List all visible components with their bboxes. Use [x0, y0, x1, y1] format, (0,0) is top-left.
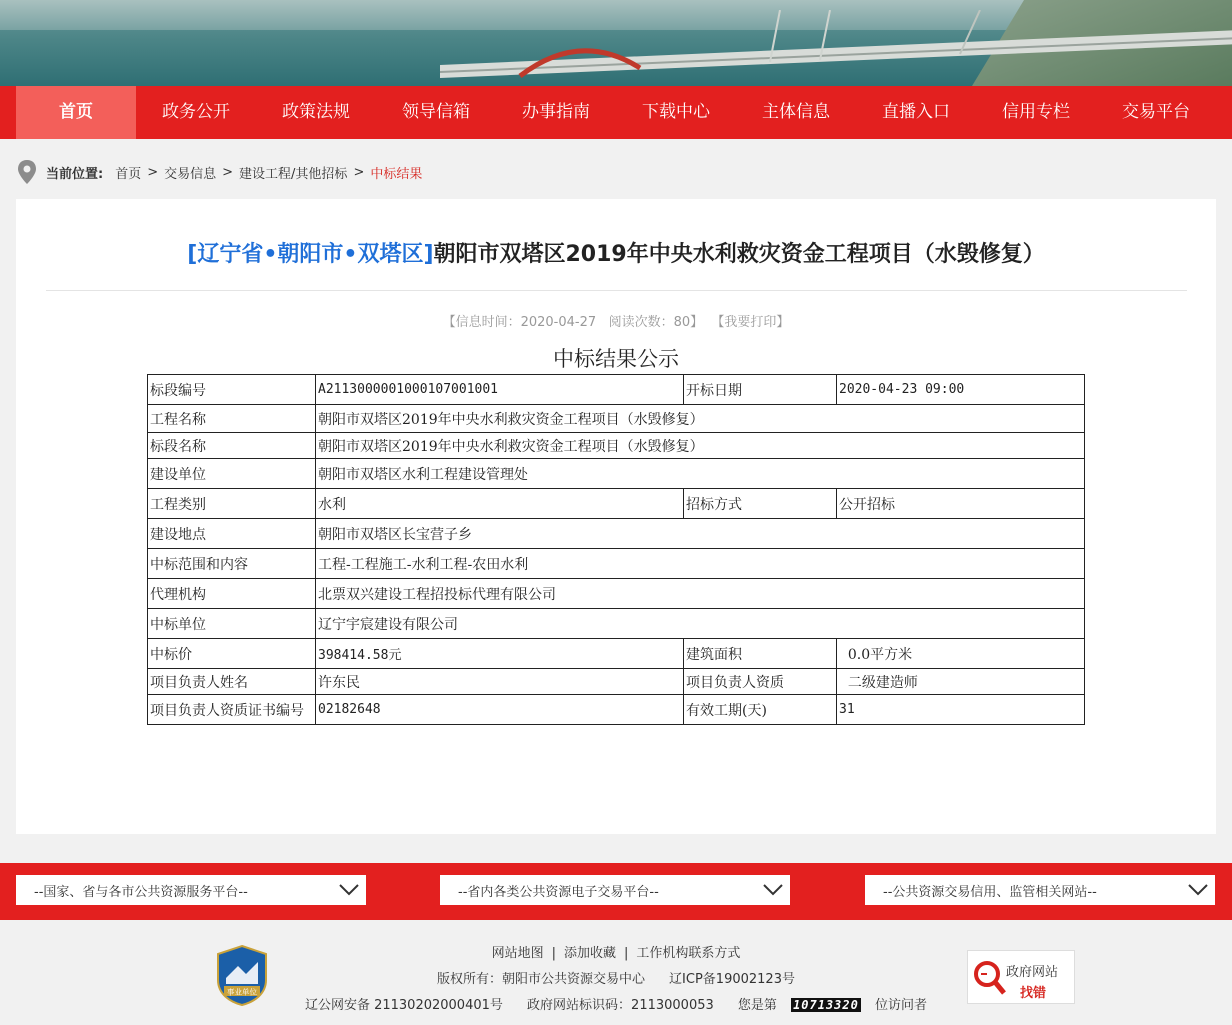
- table-row: [148, 459, 1085, 489]
- magnifier-icon: [972, 957, 1006, 997]
- chevron-down-icon: [338, 883, 360, 897]
- cell-key: 建筑面积: [684, 639, 837, 669]
- cell-key: 工程类别: [148, 489, 316, 519]
- table-row: [148, 695, 1085, 725]
- main-nav: [0, 86, 1232, 139]
- cell-key: 项目负责人姓名: [148, 669, 316, 695]
- gov-site-find-error-button[interactable]: [967, 950, 1075, 1004]
- select-label: --国家、省与各市公共资源服务平台--: [34, 884, 248, 900]
- meta-views: 阅读次数：80】: [608, 315, 704, 330]
- cell-value: 398414.58元: [316, 639, 684, 669]
- page-title: [16, 237, 1216, 268]
- location-pin-icon: [16, 159, 38, 185]
- table-row: [148, 489, 1085, 519]
- breadcrumb-construction[interactable]: 建设工程/其他招标: [239, 166, 348, 182]
- nav-item-downloads[interactable]: 下载中心: [642, 102, 710, 122]
- cell-key: 标段名称: [148, 433, 316, 459]
- visitor-counter: [738, 998, 927, 1013]
- print-link[interactable]: 【我要打印】: [711, 315, 790, 330]
- national-platform-select[interactable]: [16, 875, 366, 905]
- visitor-count: 10713320: [793, 998, 859, 1012]
- nav-item-gov-affairs[interactable]: 政务公开: [162, 102, 230, 122]
- link-divider: |: [624, 946, 629, 961]
- findbug-line2: 找错: [1020, 986, 1047, 1001]
- breadcrumb-trade-info[interactable]: 交易信息: [164, 166, 217, 182]
- cell-key: 工程名称: [148, 405, 316, 433]
- breadcrumb-home[interactable]: 首页: [115, 166, 142, 182]
- table-row: [148, 639, 1085, 669]
- cell-value: 2020-04-23 09:00: [837, 375, 1085, 405]
- breadcrumb-separator: >: [222, 164, 234, 180]
- select-label: --公共资源交易信用、监管相关网站--: [883, 884, 1097, 900]
- table-row: [148, 669, 1085, 695]
- police-record: 辽公网安备 21130202000401号: [304, 998, 503, 1013]
- breadcrumb-current[interactable]: 中标结果: [370, 166, 423, 182]
- header-banner: [0, 0, 1232, 86]
- nav-item-guide[interactable]: 办事指南: [522, 102, 590, 122]
- findbug-line1: 政府网站: [1006, 965, 1059, 980]
- title-divider: [46, 290, 1187, 291]
- table-row: [148, 375, 1085, 405]
- cell-value: 朝阳市双塔区水利工程建设管理处: [316, 459, 1085, 489]
- title-text: 朝阳市双塔区2019年中央水利救灾资金工程项目（水毁修复）: [433, 242, 1045, 267]
- nav-item-trading[interactable]: 交易平台: [1122, 102, 1190, 122]
- cell-key: 代理机构: [148, 579, 316, 609]
- table-row: [148, 579, 1085, 609]
- nav-item-credit[interactable]: 信用专栏: [1002, 102, 1070, 122]
- cell-value: 朝阳市双塔区2019年中央水利救灾资金工程项目（水毁修复）: [316, 433, 1085, 459]
- nav-item-home[interactable]: 首页: [16, 86, 136, 139]
- bridge-illustration: [440, 10, 1232, 80]
- credit-sites-select[interactable]: [865, 875, 1215, 905]
- nav-item-leader-mailbox[interactable]: 领导信箱: [402, 102, 470, 122]
- visitor-prefix: 您是第: [737, 998, 777, 1013]
- cell-value: 公开招标: [837, 489, 1085, 519]
- result-table: [147, 374, 1085, 725]
- icp-link[interactable]: 辽ICP备19002123号: [669, 972, 795, 987]
- cell-value: 朝阳市双塔区2019年中央水利救灾资金工程项目（水毁修复）: [316, 405, 1085, 433]
- contact-link[interactable]: 工作机构联系方式: [636, 946, 741, 961]
- cell-key: 招标方式: [684, 489, 837, 519]
- provincial-platform-select[interactable]: [440, 875, 790, 905]
- cell-key: 标段编号: [148, 375, 316, 405]
- nav-item-policy[interactable]: 政策法规: [282, 102, 350, 122]
- breadcrumb-separator: >: [353, 164, 365, 180]
- meta-info-time: 【信息时间：2020-04-27: [442, 315, 597, 330]
- select-label: --省内各类公共资源电子交易平台--: [458, 884, 659, 900]
- content-card: [16, 199, 1216, 834]
- cell-key: 中标单位: [148, 609, 316, 639]
- result-subtitle: 中标结果公示: [553, 347, 679, 371]
- cell-value: 0.0平方米: [837, 639, 1085, 669]
- cell-value: 辽宁宇宸建设有限公司: [316, 609, 1085, 639]
- title-region: [辽宁省•朝阳市•双塔区]: [187, 242, 434, 267]
- cell-key: 建设单位: [148, 459, 316, 489]
- cell-key: 有效工期(天): [684, 695, 837, 725]
- cell-key: 中标范围和内容: [148, 549, 316, 579]
- visitor-suffix: 位访问者: [875, 998, 928, 1013]
- site-code: 政府网站标识码：2113000053: [527, 998, 714, 1013]
- cell-key: 中标价: [148, 639, 316, 669]
- link-divider: |: [551, 946, 556, 961]
- cell-key: 开标日期: [684, 375, 837, 405]
- add-favorite-link[interactable]: 添加收藏: [563, 946, 616, 961]
- cell-value: A2113000001000107001001: [316, 375, 684, 405]
- cell-key: 项目负责人资质证书编号: [148, 695, 316, 725]
- chevron-down-icon: [1187, 883, 1209, 897]
- table-row: [148, 609, 1085, 639]
- cell-key: 建设地点: [148, 519, 316, 549]
- cell-value: 朝阳市双塔区长宝营子乡: [316, 519, 1085, 549]
- cell-value: 二级建造师: [837, 669, 1085, 695]
- breadcrumb-separator: >: [147, 164, 159, 180]
- article-meta: [16, 311, 1216, 330]
- table-row: [148, 405, 1085, 433]
- badge-text: 事业单位: [227, 987, 257, 997]
- table-row: [148, 549, 1085, 579]
- cell-value: 31: [837, 695, 1085, 725]
- cell-value: 许东民: [316, 669, 684, 695]
- table-row: [148, 433, 1085, 459]
- cell-value: 北票双兴建设工程招投标代理有限公司: [316, 579, 1085, 609]
- nav-item-live[interactable]: 直播入口: [882, 102, 950, 122]
- copyright-text: 版权所有：朝阳市公共资源交易中心: [437, 972, 646, 987]
- cell-value: 水利: [316, 489, 684, 519]
- table-row: [148, 519, 1085, 549]
- sitemap-link[interactable]: 网站地图: [491, 946, 544, 961]
- cell-key: 项目负责人资质: [684, 669, 837, 695]
- cell-value: 02182648: [316, 695, 684, 725]
- breadcrumb-label: 当前位置:: [46, 166, 104, 182]
- cell-value: 工程-工程施工-水利工程-农田水利: [316, 549, 1085, 579]
- nav-item-subject-info[interactable]: 主体信息: [762, 102, 830, 122]
- chevron-down-icon: [762, 883, 784, 897]
- breadcrumb: [16, 157, 422, 187]
